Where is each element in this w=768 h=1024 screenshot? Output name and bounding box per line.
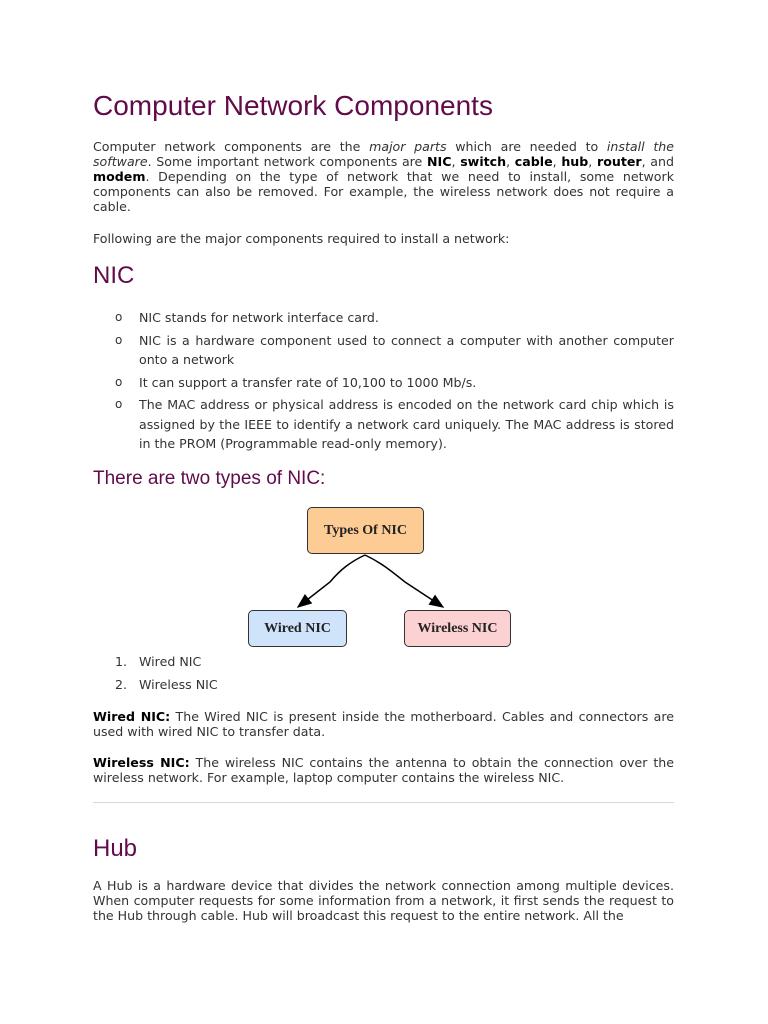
component-hub: hub <box>561 154 589 169</box>
bullet-mark: o <box>115 332 123 347</box>
intro-emphasis: major parts <box>369 139 447 154</box>
bullet-text: NIC is a hardware component used to connect a computer with another computer onto a network <box>139 332 674 367</box>
intro-paragraph <box>93 139 674 214</box>
separator: , <box>506 154 515 169</box>
list-label: Wired NIC <box>139 654 202 669</box>
list-item <box>93 308 674 328</box>
nic-types-list <box>93 650 674 696</box>
component-cable: cable <box>514 154 553 169</box>
intro-text: Computer network components are the <box>93 139 370 154</box>
bullet-text: The MAC address or physical address is encoded on the network card chip which is assigned by the IEEE to identify a network card uniquely. The MAC address is stored in the PROM (Programmable read-only memory). <box>139 397 674 451</box>
nic-types-heading: There are two types of NIC: <box>93 468 326 489</box>
intro-text: which are needed to <box>446 139 607 154</box>
wired-nic-term: Wired NIC: <box>93 709 171 724</box>
bullet-mark: o <box>115 310 123 324</box>
list-item <box>93 331 674 370</box>
intro-emphasis: install the software <box>93 139 674 169</box>
diagram-node-wired: Wired NIC <box>248 610 347 647</box>
diagram-node-root: Types Of NIC <box>307 507 424 554</box>
separator: , <box>552 154 562 169</box>
wireless-nic-term: Wireless NIC: <box>93 755 190 770</box>
intro-text: . Some important network components are <box>147 154 428 169</box>
wireless-nic-paragraph <box>93 755 674 785</box>
separator: , <box>451 154 461 169</box>
section-divider <box>93 802 674 803</box>
nic-heading: NIC <box>93 262 135 289</box>
hub-heading: Hub <box>93 835 138 862</box>
nic-bullet-list <box>93 308 674 457</box>
bullet-mark: o <box>115 374 123 389</box>
separator: , <box>588 154 597 169</box>
bullet-text: NIC stands for network interface card. <box>139 310 379 325</box>
component-switch: switch <box>460 154 507 169</box>
component-router: router <box>597 154 642 169</box>
wired-nic-paragraph <box>93 709 674 739</box>
list-item <box>93 673 674 696</box>
connector-to-wireless <box>365 555 443 607</box>
list-item <box>93 373 674 393</box>
connector-to-wired <box>298 555 365 607</box>
component-nic: NIC <box>427 154 452 169</box>
bullet-text: It can support a transfer rate of 10,100 to 1000 Mb/s. <box>139 374 477 390</box>
list-number: 2. <box>115 677 128 692</box>
following-paragraph: Following are the major components required to install a network: <box>93 231 510 246</box>
intro-text: . Depending on the type of network that we need to install, some network components can also be removed. For example, the wireless network does not require a cable. <box>93 169 674 214</box>
diagram-node-wireless: Wireless NIC <box>404 610 511 647</box>
nic-types-diagram <box>240 500 530 660</box>
wireless-nic-text: The wireless NIC contains the antenna to obtain the connection over the wireless network. For example, laptop computer contains the wireless NIC. <box>93 755 674 785</box>
separator: , and <box>641 154 674 169</box>
list-label: Wireless NIC <box>139 677 218 692</box>
wired-nic-text: The Wired NIC is present inside the motherboard. Cables and connectors are used with wired NIC to transfer data. <box>93 709 674 739</box>
page-title: Computer Network Components <box>93 90 493 121</box>
list-item <box>93 395 674 454</box>
bullet-mark: o <box>115 397 123 411</box>
hub-paragraph: A Hub is a hardware device that divides the network connection among multiple devices. When computer requests for some information from a network, it first sends the request to the Hub through cable. Hub will broadcast this request to the entire network. All the <box>93 878 674 923</box>
list-item <box>93 650 674 673</box>
list-number: 1. <box>115 654 128 669</box>
component-modem: modem <box>93 169 146 184</box>
